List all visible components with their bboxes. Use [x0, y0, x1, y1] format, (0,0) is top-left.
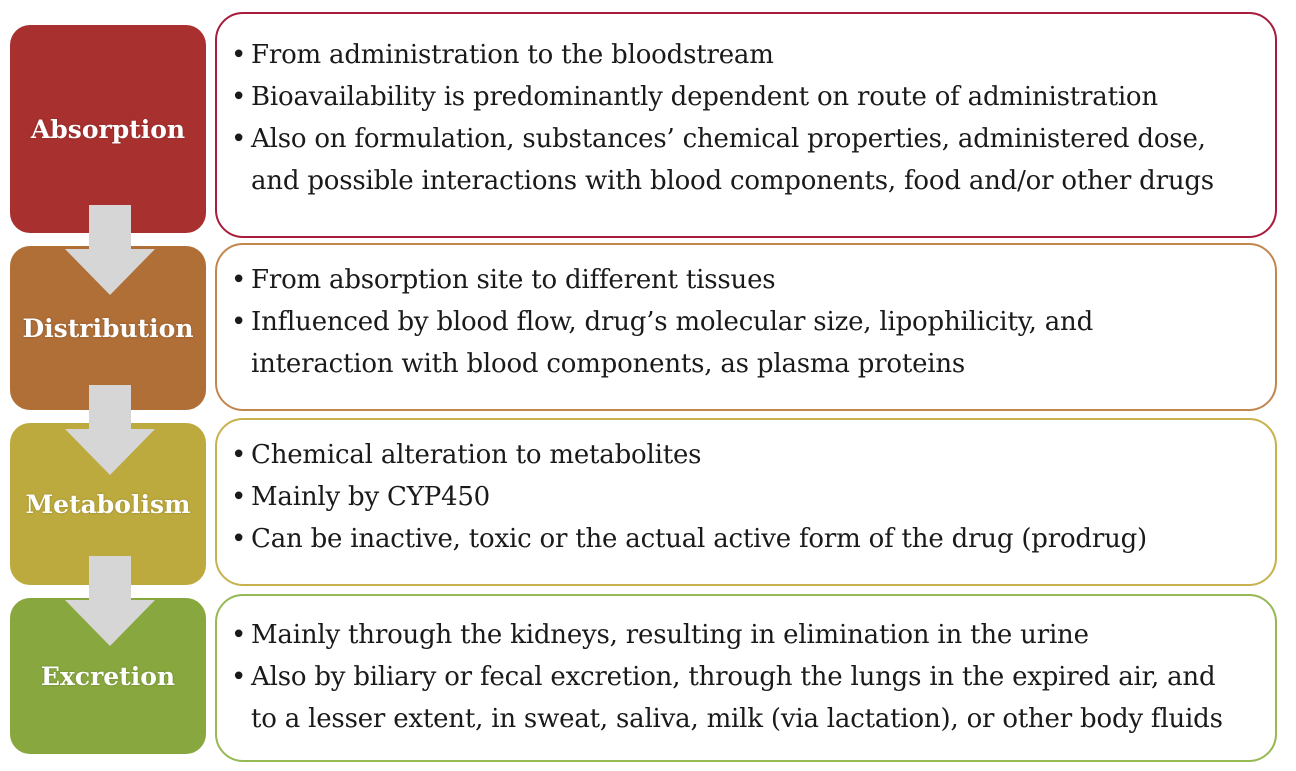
stage-label-metabolism: Metabolism	[25, 489, 191, 519]
bullet-text: to a lesser extent, in sweat, saliva, milk (via lactation), or other body fluids	[251, 704, 1223, 734]
bullet-list	[231, 259, 1275, 385]
bullet-text: • Also by biliary or fecal excretion, through the lungs in the expired air, and	[251, 662, 1216, 692]
bullet-item	[231, 259, 1275, 301]
bullet-text: and possible interactions with blood components, food and/or other drugs	[251, 166, 1214, 196]
bullet-item	[231, 614, 1275, 656]
bullet-text: • From administration to the bloodstream	[251, 40, 774, 70]
bullet-item	[231, 76, 1275, 118]
bullet-list	[231, 34, 1275, 202]
bullet-text: • From absorption site to different tissues	[251, 265, 776, 295]
bullet-text: • Can be inactive, toxic or the actual active form of the drug (prodrug)	[251, 524, 1148, 554]
bullet-text: • Mainly by CYP450	[251, 482, 491, 512]
bullet-item	[231, 476, 1275, 518]
bullet-item	[231, 301, 1275, 385]
bullet-text: • Mainly through the kidneys, resulting in elimination in the urine	[251, 620, 1089, 650]
description-box-distribution	[215, 243, 1277, 411]
bullet-text: • Also on formulation, substances’ chemical properties, administered dose,	[251, 124, 1206, 154]
bullet-item	[231, 434, 1275, 476]
bullet-list	[231, 434, 1275, 560]
bullet-item	[231, 34, 1275, 76]
stage-label-excretion: Excretion	[40, 661, 176, 691]
bullet-item	[231, 656, 1275, 740]
bullet-text: • Bioavailability is predominantly dependent on route of administration	[251, 82, 1158, 112]
bullet-text: interaction with blood components, as plasma proteins	[251, 349, 966, 379]
stage-label-distribution: Distribution	[22, 313, 194, 343]
description-box-absorption	[215, 12, 1277, 238]
down-arrow-icon	[65, 556, 155, 646]
bullet-text: • Influenced by blood flow, drug’s molecular size, lipophilicity, and	[251, 307, 1094, 337]
bullet-text: • Chemical alteration to metabolites	[251, 440, 702, 470]
down-arrow-icon	[65, 385, 155, 475]
down-arrow-icon	[65, 205, 155, 295]
description-box-metabolism	[215, 418, 1277, 586]
bullet-list	[231, 614, 1275, 740]
stage-label-absorption: Absorption	[30, 114, 186, 144]
bullet-item	[231, 118, 1275, 202]
description-box-excretion	[215, 594, 1277, 762]
stage-absorption	[10, 25, 206, 233]
bullet-item	[231, 518, 1275, 560]
